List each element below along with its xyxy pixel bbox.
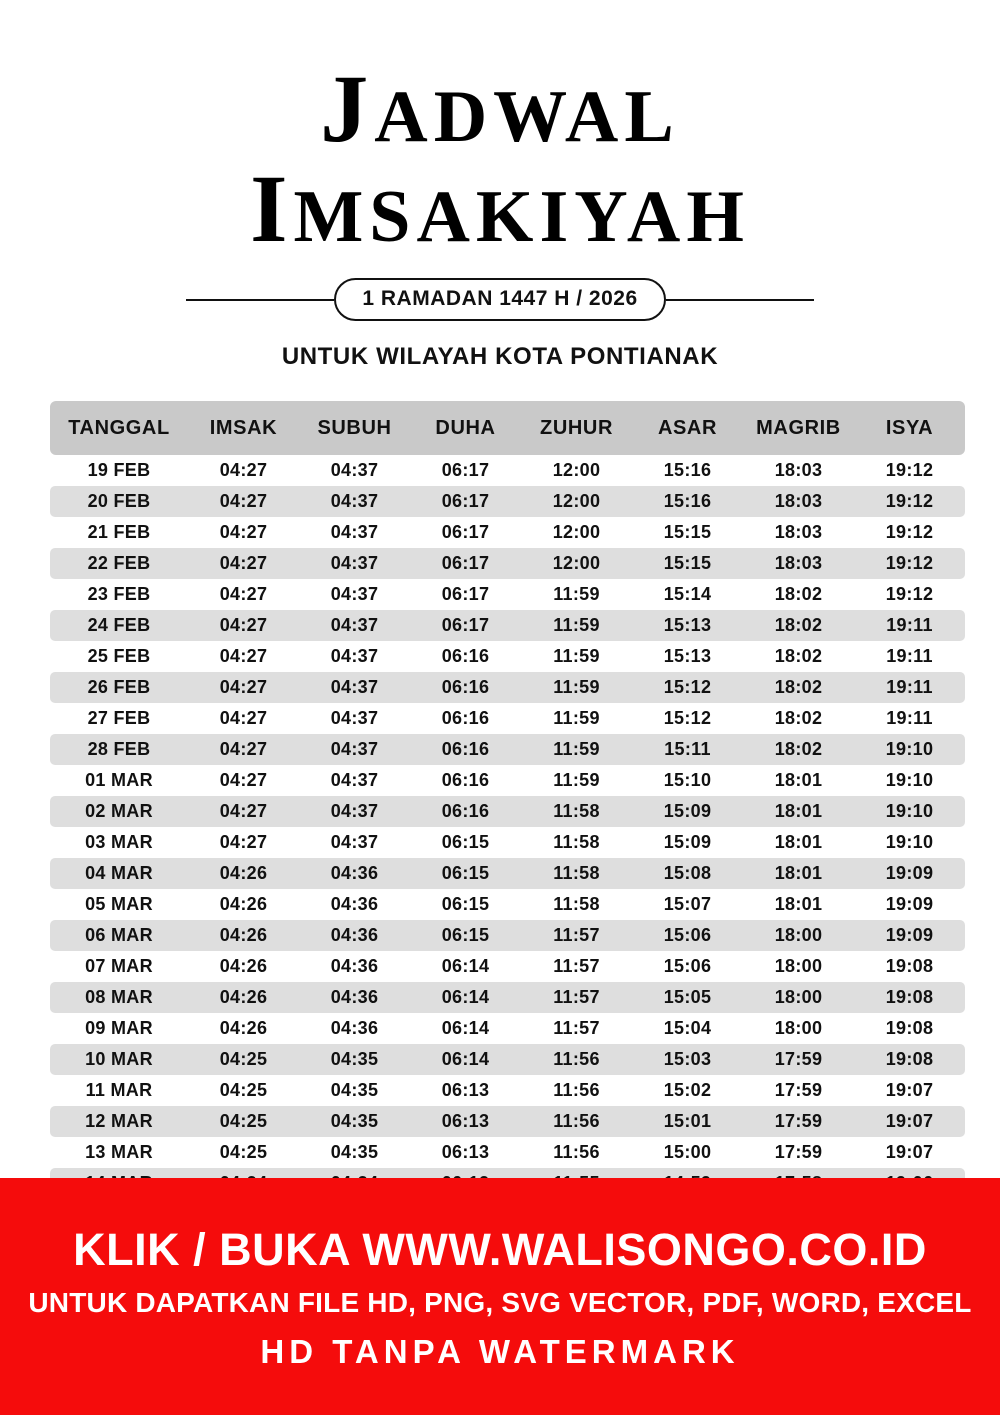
cell-imsak: 04:27 <box>188 610 299 641</box>
cell-duha: 06:13 <box>410 1106 521 1137</box>
cell-magrib: 18:03 <box>743 455 854 486</box>
cell-tanggal: 08 MAR <box>50 982 188 1013</box>
cell-duha: 06:17 <box>410 579 521 610</box>
cell-imsak: 04:26 <box>188 889 299 920</box>
cell-subuh: 04:37 <box>299 703 410 734</box>
cell-isya: 19:11 <box>854 703 965 734</box>
cell-magrib: 18:01 <box>743 765 854 796</box>
cell-duha: 06:13 <box>410 1075 521 1106</box>
cell-asar: 15:08 <box>632 858 743 889</box>
cell-isya: 19:10 <box>854 827 965 858</box>
cell-subuh: 04:36 <box>299 920 410 951</box>
cell-imsak: 04:27 <box>188 579 299 610</box>
cell-duha: 06:15 <box>410 920 521 951</box>
cell-isya: 19:12 <box>854 517 965 548</box>
cell-imsak: 04:27 <box>188 734 299 765</box>
banner-formats-text: UNTUK DAPATKAN FILE HD, PNG, SVG VECTOR, PDF, WORD, EXCEL <box>28 1287 972 1319</box>
cell-tanggal: 03 MAR <box>50 827 188 858</box>
column-header-zuhur: ZUHUR <box>521 401 632 455</box>
table-body <box>50 455 965 1230</box>
table-row <box>50 455 965 486</box>
cell-magrib: 17:59 <box>743 1106 854 1137</box>
table-row <box>50 548 965 579</box>
cell-magrib: 18:03 <box>743 517 854 548</box>
cell-isya: 19:07 <box>854 1137 965 1168</box>
cell-subuh: 04:36 <box>299 982 410 1013</box>
column-header-magrib: MAGRIB <box>743 401 854 455</box>
cell-zuhur: 11:57 <box>521 982 632 1013</box>
cell-asar: 15:04 <box>632 1013 743 1044</box>
cell-subuh: 04:37 <box>299 610 410 641</box>
cell-zuhur: 12:00 <box>521 455 632 486</box>
cell-asar: 15:15 <box>632 517 743 548</box>
cell-magrib: 18:02 <box>743 734 854 765</box>
region-subtitle: UNTUK WILAYAH KOTA PONTIANAK <box>281 343 719 371</box>
cell-isya: 19:09 <box>854 889 965 920</box>
column-header-subuh: SUBUH <box>299 401 410 455</box>
cell-tanggal: 01 MAR <box>50 765 188 796</box>
cell-zuhur: 11:59 <box>521 765 632 796</box>
cell-subuh: 04:37 <box>299 672 410 703</box>
badge-rule-left <box>186 299 334 301</box>
page-title-line2: IMSAKIYAH <box>250 155 750 263</box>
cell-duha: 06:15 <box>410 827 521 858</box>
cell-asar: 15:16 <box>632 486 743 517</box>
cell-zuhur: 11:56 <box>521 1137 632 1168</box>
cell-imsak: 04:27 <box>188 486 299 517</box>
cell-tanggal: 09 MAR <box>50 1013 188 1044</box>
cell-isya: 19:10 <box>854 734 965 765</box>
cell-magrib: 18:03 <box>743 486 854 517</box>
cell-imsak: 04:27 <box>188 672 299 703</box>
cell-isya: 19:12 <box>854 455 965 486</box>
cell-isya: 19:07 <box>854 1106 965 1137</box>
cell-tanggal: 27 FEB <box>50 703 188 734</box>
ramadan-badge-row <box>0 278 1000 321</box>
cell-isya: 19:08 <box>854 982 965 1013</box>
cell-magrib: 18:02 <box>743 703 854 734</box>
cell-tanggal: 28 FEB <box>50 734 188 765</box>
cell-tanggal: 05 MAR <box>50 889 188 920</box>
cell-tanggal: 19 FEB <box>50 455 188 486</box>
cell-imsak: 04:27 <box>188 703 299 734</box>
cell-isya: 19:11 <box>854 641 965 672</box>
cell-asar: 15:06 <box>632 951 743 982</box>
cell-imsak: 04:27 <box>188 765 299 796</box>
cell-magrib: 17:59 <box>743 1044 854 1075</box>
cell-magrib: 18:01 <box>743 889 854 920</box>
table-row <box>50 951 965 982</box>
cell-asar: 15:10 <box>632 765 743 796</box>
table-header-row <box>50 401 965 455</box>
cell-isya: 19:10 <box>854 765 965 796</box>
table-row <box>50 796 965 827</box>
cell-isya: 19:07 <box>854 1075 965 1106</box>
cell-duha: 06:16 <box>410 672 521 703</box>
cell-asar: 15:14 <box>632 579 743 610</box>
cell-magrib: 18:02 <box>743 610 854 641</box>
cell-asar: 15:01 <box>632 1106 743 1137</box>
cell-subuh: 04:36 <box>299 951 410 982</box>
cell-magrib: 17:59 <box>743 1075 854 1106</box>
table-row <box>50 610 965 641</box>
cell-magrib: 18:01 <box>743 858 854 889</box>
cell-subuh: 04:35 <box>299 1075 410 1106</box>
cell-asar: 15:13 <box>632 641 743 672</box>
cell-duha: 06:16 <box>410 734 521 765</box>
cell-imsak: 04:27 <box>188 641 299 672</box>
cell-zuhur: 12:00 <box>521 486 632 517</box>
table-row <box>50 1075 965 1106</box>
table-row <box>50 579 965 610</box>
table-row <box>50 1013 965 1044</box>
cell-imsak: 04:26 <box>188 920 299 951</box>
cell-asar: 15:16 <box>632 455 743 486</box>
cell-imsak: 04:27 <box>188 796 299 827</box>
table-row <box>50 920 965 951</box>
document-header <box>0 0 1000 371</box>
cell-asar: 15:11 <box>632 734 743 765</box>
cell-isya: 19:09 <box>854 858 965 889</box>
cell-tanggal: 25 FEB <box>50 641 188 672</box>
cell-tanggal: 22 FEB <box>50 548 188 579</box>
cell-subuh: 04:37 <box>299 641 410 672</box>
table-row <box>50 1044 965 1075</box>
cell-magrib: 18:01 <box>743 827 854 858</box>
cell-subuh: 04:35 <box>299 1106 410 1137</box>
cell-tanggal: 12 MAR <box>50 1106 188 1137</box>
table-row <box>50 734 965 765</box>
cell-isya: 19:09 <box>854 920 965 951</box>
cell-asar: 15:09 <box>632 796 743 827</box>
cell-isya: 19:08 <box>854 1044 965 1075</box>
cell-imsak: 04:25 <box>188 1137 299 1168</box>
cell-asar: 15:12 <box>632 703 743 734</box>
badge-rule-right <box>666 299 814 301</box>
cell-zuhur: 11:59 <box>521 703 632 734</box>
cell-asar: 15:05 <box>632 982 743 1013</box>
cell-isya: 19:10 <box>854 796 965 827</box>
watermark-banner[interactable] <box>0 1178 1000 1415</box>
ramadan-year-badge: 1 RAMADAN 1447 H / 2026 <box>334 278 665 321</box>
cell-subuh: 04:37 <box>299 548 410 579</box>
column-header-imsak: IMSAK <box>188 401 299 455</box>
cell-isya: 19:12 <box>854 548 965 579</box>
cell-imsak: 04:25 <box>188 1106 299 1137</box>
cell-subuh: 04:37 <box>299 734 410 765</box>
cell-duha: 06:17 <box>410 486 521 517</box>
cell-magrib: 18:02 <box>743 672 854 703</box>
cell-duha: 06:13 <box>410 1137 521 1168</box>
cell-magrib: 18:01 <box>743 796 854 827</box>
cell-imsak: 04:27 <box>188 548 299 579</box>
cell-imsak: 04:25 <box>188 1044 299 1075</box>
cell-isya: 19:12 <box>854 579 965 610</box>
cell-tanggal: 04 MAR <box>50 858 188 889</box>
cell-subuh: 04:36 <box>299 1013 410 1044</box>
cell-magrib: 18:03 <box>743 548 854 579</box>
table-row <box>50 641 965 672</box>
cell-duha: 06:14 <box>410 1044 521 1075</box>
cell-duha: 06:15 <box>410 889 521 920</box>
cell-subuh: 04:36 <box>299 889 410 920</box>
cell-duha: 06:17 <box>410 517 521 548</box>
cell-zuhur: 11:58 <box>521 858 632 889</box>
cell-tanggal: 13 MAR <box>50 1137 188 1168</box>
cell-magrib: 17:59 <box>743 1137 854 1168</box>
cell-zuhur: 11:59 <box>521 610 632 641</box>
table-row <box>50 982 965 1013</box>
cell-imsak: 04:25 <box>188 1075 299 1106</box>
cell-duha: 06:14 <box>410 951 521 982</box>
table-row <box>50 672 965 703</box>
cell-isya: 19:08 <box>854 951 965 982</box>
cell-zuhur: 11:56 <box>521 1044 632 1075</box>
table-row <box>50 858 965 889</box>
cell-zuhur: 11:58 <box>521 889 632 920</box>
cell-imsak: 04:26 <box>188 982 299 1013</box>
cell-zuhur: 11:58 <box>521 827 632 858</box>
cell-zuhur: 11:56 <box>521 1075 632 1106</box>
column-header-isya: ISYA <box>854 401 965 455</box>
cell-tanggal: 21 FEB <box>50 517 188 548</box>
table-row <box>50 827 965 858</box>
cell-asar: 15:15 <box>632 548 743 579</box>
cell-zuhur: 11:56 <box>521 1106 632 1137</box>
cell-subuh: 04:37 <box>299 455 410 486</box>
cell-subuh: 04:35 <box>299 1137 410 1168</box>
banner-website-link[interactable]: KLIK / BUKA WWW.WALISONGO.CO.ID <box>73 1223 927 1275</box>
cell-zuhur: 11:57 <box>521 1013 632 1044</box>
table-header <box>50 401 965 455</box>
cell-magrib: 18:00 <box>743 982 854 1013</box>
cell-zuhur: 12:00 <box>521 548 632 579</box>
cell-magrib: 18:02 <box>743 641 854 672</box>
cell-subuh: 04:37 <box>299 796 410 827</box>
cell-zuhur: 11:57 <box>521 920 632 951</box>
cell-duha: 06:17 <box>410 610 521 641</box>
table-row <box>50 486 965 517</box>
cell-zuhur: 12:00 <box>521 517 632 548</box>
table-row <box>50 517 965 548</box>
cell-subuh: 04:36 <box>299 858 410 889</box>
cell-zuhur: 11:58 <box>521 796 632 827</box>
cell-asar: 15:03 <box>632 1044 743 1075</box>
cell-zuhur: 11:59 <box>521 672 632 703</box>
cell-imsak: 04:26 <box>188 1013 299 1044</box>
cell-subuh: 04:37 <box>299 827 410 858</box>
cell-zuhur: 11:59 <box>521 579 632 610</box>
table-row <box>50 1106 965 1137</box>
cell-duha: 06:14 <box>410 1013 521 1044</box>
cell-asar: 15:02 <box>632 1075 743 1106</box>
cell-imsak: 04:27 <box>188 455 299 486</box>
cell-tanggal: 02 MAR <box>50 796 188 827</box>
cell-duha: 06:16 <box>410 641 521 672</box>
cell-duha: 06:17 <box>410 455 521 486</box>
cell-subuh: 04:37 <box>299 517 410 548</box>
cell-subuh: 04:35 <box>299 1044 410 1075</box>
cell-tanggal: 23 FEB <box>50 579 188 610</box>
cell-isya: 19:12 <box>854 486 965 517</box>
column-header-tanggal: TANGGAL <box>50 401 188 455</box>
cell-zuhur: 11:57 <box>521 951 632 982</box>
page-title-line1: JADWAL <box>320 55 680 162</box>
cell-subuh: 04:37 <box>299 579 410 610</box>
cell-zuhur: 11:59 <box>521 734 632 765</box>
cell-isya: 19:11 <box>854 672 965 703</box>
cell-asar: 15:13 <box>632 610 743 641</box>
column-header-asar: ASAR <box>632 401 743 455</box>
banner-nowatermark-text: HD TANPA WATERMARK <box>260 1333 740 1371</box>
cell-imsak: 04:26 <box>188 951 299 982</box>
cell-asar: 15:12 <box>632 672 743 703</box>
cell-subuh: 04:37 <box>299 486 410 517</box>
cell-duha: 06:15 <box>410 858 521 889</box>
cell-tanggal: 26 FEB <box>50 672 188 703</box>
cell-asar: 15:00 <box>632 1137 743 1168</box>
cell-imsak: 04:26 <box>188 858 299 889</box>
schedule-table-container <box>50 401 950 1230</box>
cell-magrib: 18:00 <box>743 920 854 951</box>
cell-asar: 15:06 <box>632 920 743 951</box>
cell-magrib: 18:00 <box>743 1013 854 1044</box>
cell-duha: 06:16 <box>410 765 521 796</box>
cell-tanggal: 20 FEB <box>50 486 188 517</box>
table-row <box>50 1137 965 1168</box>
table-row <box>50 703 965 734</box>
cell-imsak: 04:27 <box>188 517 299 548</box>
cell-duha: 06:16 <box>410 703 521 734</box>
cell-zuhur: 11:59 <box>521 641 632 672</box>
cell-asar: 15:09 <box>632 827 743 858</box>
cell-tanggal: 07 MAR <box>50 951 188 982</box>
cell-tanggal: 11 MAR <box>50 1075 188 1106</box>
cell-tanggal: 06 MAR <box>50 920 188 951</box>
cell-duha: 06:17 <box>410 548 521 579</box>
cell-asar: 15:07 <box>632 889 743 920</box>
cell-imsak: 04:27 <box>188 827 299 858</box>
table-row <box>50 765 965 796</box>
cell-isya: 19:08 <box>854 1013 965 1044</box>
cell-magrib: 18:02 <box>743 579 854 610</box>
column-header-duha: DUHA <box>410 401 521 455</box>
cell-duha: 06:16 <box>410 796 521 827</box>
prayer-schedule-table <box>50 401 965 1230</box>
cell-duha: 06:14 <box>410 982 521 1013</box>
cell-subuh: 04:37 <box>299 765 410 796</box>
table-row <box>50 889 965 920</box>
cell-isya: 19:11 <box>854 610 965 641</box>
cell-magrib: 18:00 <box>743 951 854 982</box>
cell-tanggal: 10 MAR <box>50 1044 188 1075</box>
cell-tanggal: 24 FEB <box>50 610 188 641</box>
